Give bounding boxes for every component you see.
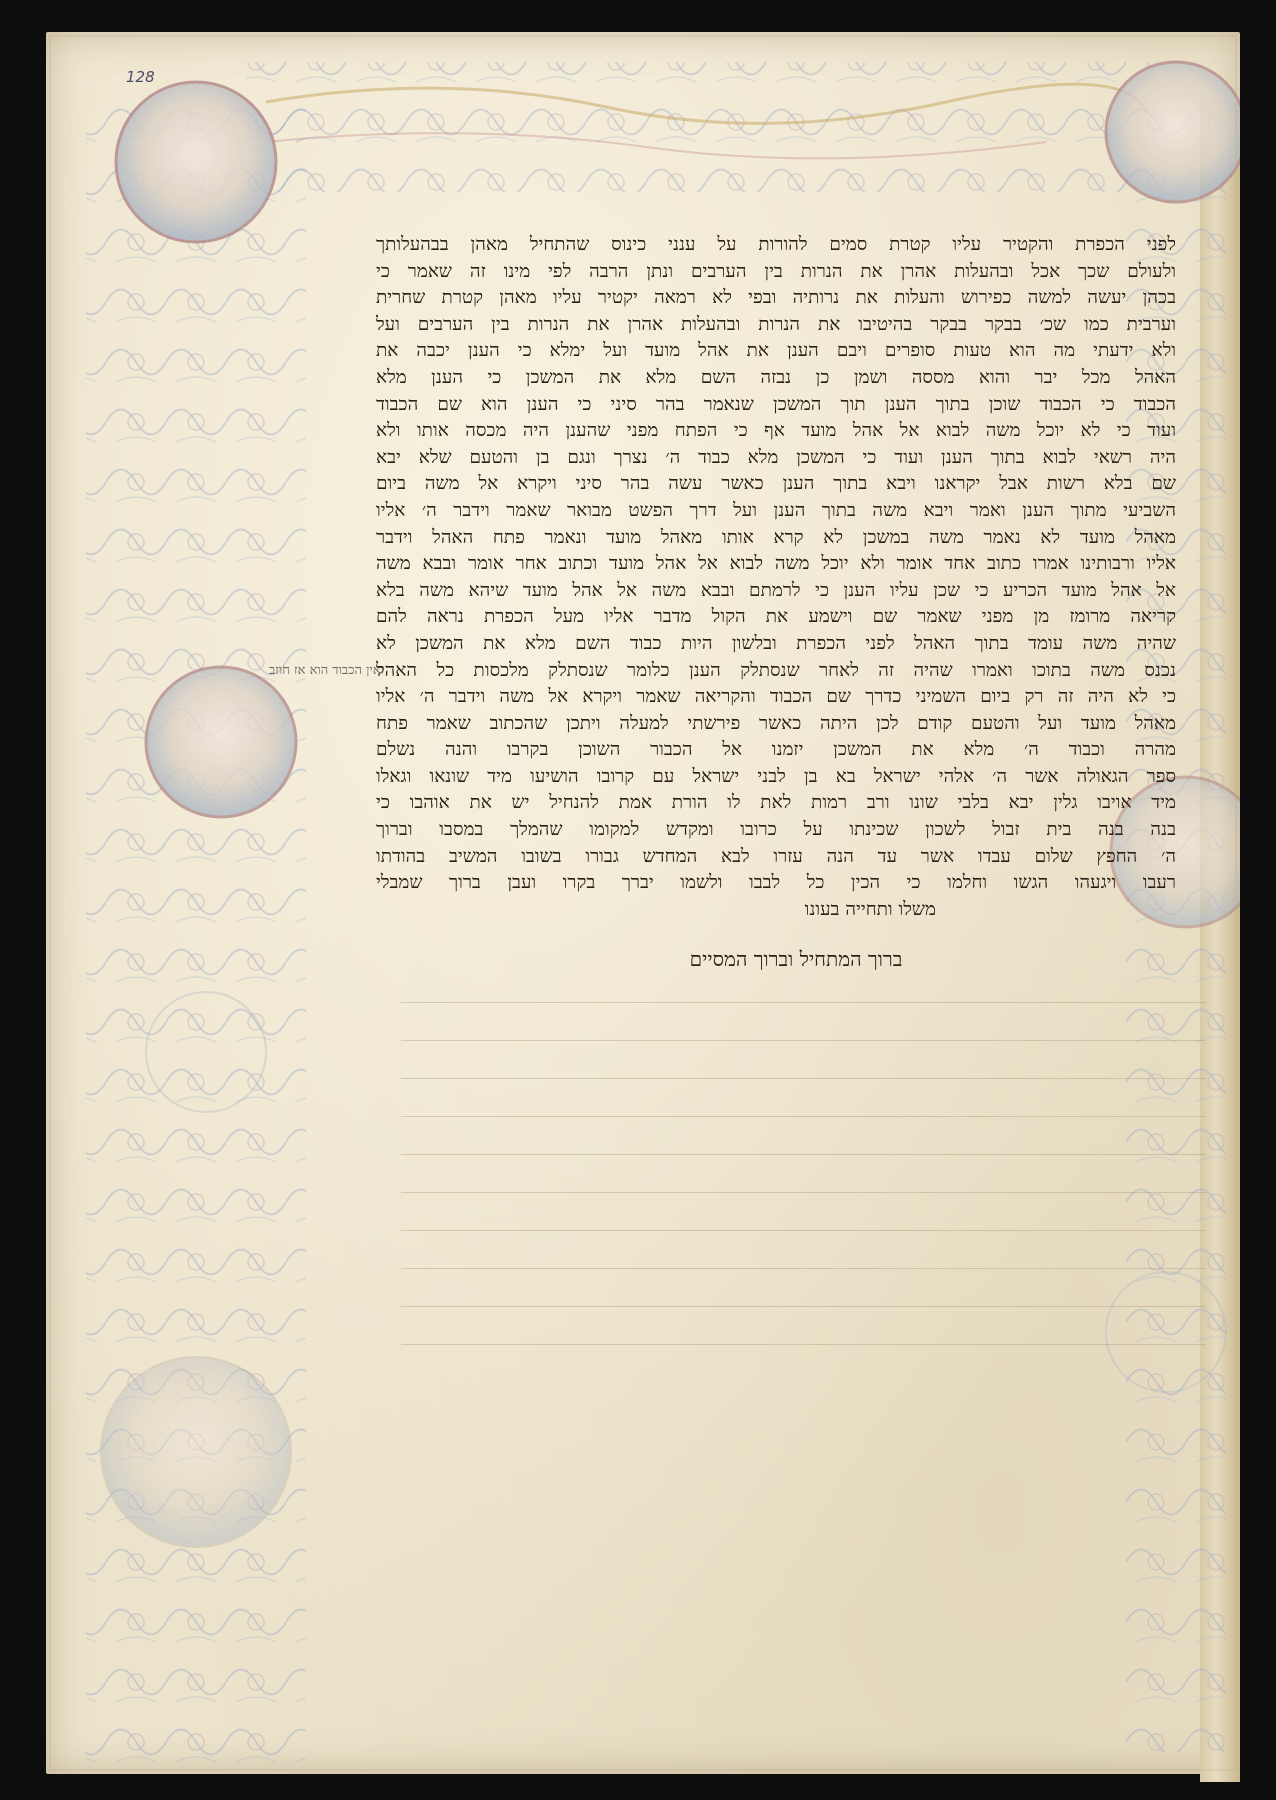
top-border-band — [246, 62, 1156, 192]
main-text-block — [376, 232, 1176, 923]
folio-number: 128 — [126, 68, 155, 86]
text-line: בנה בנה בית זבול לשכון שכינתו על כרובו ומקדש למקומו שהמלך במסבו וברוך — [376, 819, 1176, 841]
text-line: שם בלא רשות אבל יקראנו ויבא בתוך הענן כאשר עשה בהר סיני ויקרא אל משה ביום — [376, 473, 1176, 495]
text-line: ה׳ החפץ שלום עבדו אשר עד הנה עזרו לבא המחדש גבורו בשובו המשיב בהודתו — [376, 845, 1176, 867]
ruled-area — [401, 972, 1206, 1372]
text-line: נכנס משה בתוכו ואמרו שהיה זה לאחר שנסתלק הענן כלומר שנסתלק מלכסות כל האהל — [376, 659, 1176, 681]
text-line: משלו ותחייה בעונו — [804, 898, 936, 920]
margin-note: ואין הכבוד הוא אז חוזב — [269, 663, 384, 678]
medallion-lower-left — [101, 1357, 291, 1547]
medallion-mid-left — [146, 667, 296, 817]
text-line: ועוד כי לא יוכל משה לבוא אל אהל מועד אף כי הפתח מפני שהענן היה מכסה אותו ולא — [376, 420, 1176, 442]
text-line: האהל מכל יבר והוא מססה ושמן כן נבזה השם מלא את המשכן כי הענן מלא — [376, 366, 1176, 388]
text-line: וערבית כמו שכ׳ בבקר בבקר בהיטיבו את הנרות ובהעלות אהרן את הנרות בין הערבים ועל — [376, 313, 1176, 335]
text-line: כי לא היה זה רק ביום השמיני כדרך שם הכבוד והקריאה שאמר ויקרא אל משה וידבר ה׳ אליו — [376, 686, 1176, 708]
manuscript-folio — [46, 32, 1240, 1774]
medallion-top-left — [116, 82, 276, 242]
text-line: קריאה מרומז מן מפני שאמר שם וישמע את הקול מדבר אליו מעל הכפרת נראה להם — [376, 606, 1176, 628]
text-line: אליו ורבותינו אמרו כתוב אחד אומר ולא יוכל משה לבוא אל אהל מועד וכתוב אחר אומר ובבא משה — [376, 553, 1176, 575]
text-line: אל אהל מועד הכריע כי שכן עליו הענן כי לרמתם ובבא משה אל אהל מועד שיהא משה בלא — [376, 579, 1176, 601]
text-line: בכהן יעשה למשה כפירוש והעלות את נרותיה ובפי לא רמאה יקטיר עליו מאהן קטרת שחרית — [376, 287, 1176, 309]
text-line: מאהל מועד ועל והטעם קודם לכן היתה כאשר פירשתי למעלה ויתכן שהכתוב שאמר פתח — [376, 712, 1176, 734]
text-line: ולא ידעתי מה הוא טעות סופרים ויבם הענן את אהל מועד ועל ימלא כי הענן יכבה את — [376, 340, 1176, 362]
text-line: רעבו ויגעהו הגשו וחלמו כי הכין כל לבבו ולשמו יברך בקרו ועבן ברוך שמבלי — [376, 872, 1176, 894]
text-line: מאהל מועד לא נאמר משה במשכן לא קרא אותו מאהל מועד ונאמר פתח האהל וידבר — [376, 526, 1176, 548]
text-line: לפני הכפרת והקטיר עליו קטרת סמים להורות על ענני כינוס שהתחיל מאהן בבהעלותך — [376, 234, 1176, 255]
text-line: השביעי מתוך הענן ואמר ויבא משה בתוך הענן ועל דרך הפשט מבואר שאמר וידבר ה׳ אליו — [376, 499, 1176, 521]
medallion-top-right — [1106, 62, 1240, 202]
text-line: הכבוד כי הכבוד שוכן בתוך הענן תוך המשכן שנאמר בהר סיני כי הענן הוא שם הכבוד — [376, 393, 1176, 415]
colophon-explicit: ברוך המתחיל וברוך המסיים — [689, 947, 903, 971]
text-line: ספר הגאולה אשר ה׳ אלהי ישראל בא בן לבני ישראל עם קרובו הושיעו מיד שונאו וגאלו — [376, 765, 1176, 787]
text-line: שהיה משה עומד בתוך האהל לפני הכפרת ובלשון היות כבוד השם מלא את המשכן לא — [376, 632, 1176, 654]
text-line: ולעולם שכך אכל ובהעלות אהרן את הנרות בין הערבים ונתן הרבה לפי מינו זה שאמר כי — [376, 260, 1176, 282]
text-line: מהרה וכבוד ה׳ מלא את המשכן יזמנו אל הכבור השוכן בקרבו והנה נשלם — [376, 739, 1176, 761]
text-line: היה רשאי לבוא בתוך הענן ועוד כי המשכן מלא כבוד ה׳ נצרך ונגם בן והטעם שלא יבא — [376, 446, 1176, 468]
text-line: מיד אויבו גלין יבא בלבי שונו ורב רמות לאת לו הורת אמת להנחיל יש את אוהבו כי — [376, 792, 1176, 814]
